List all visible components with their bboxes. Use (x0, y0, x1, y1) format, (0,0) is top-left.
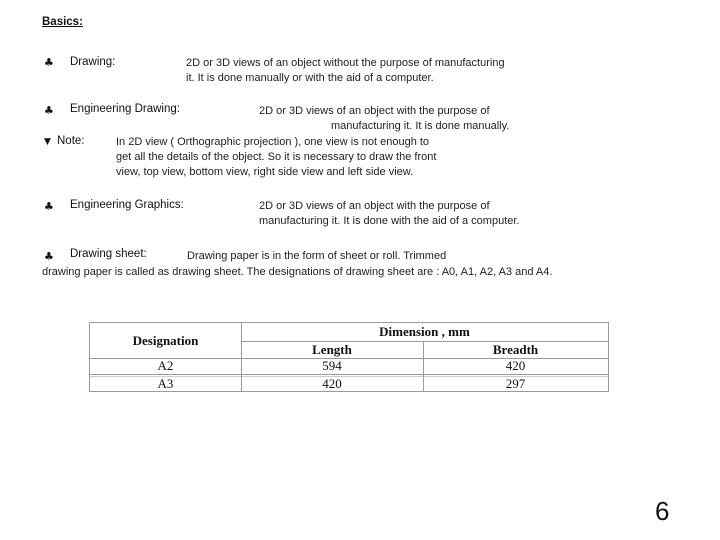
desc-engineering-graphics-line1: 2D or 3D views of an object with the purpose of (259, 200, 490, 212)
table-cell-length: 594 (322, 358, 342, 373)
desc-drawing-line1: 2D or 3D views of an object without the purpose of manufacturing (186, 57, 505, 69)
table-cell-designation: A3 (157, 375, 174, 391)
note-line3: view, top view, bottom view, right side view and left side view. (116, 166, 414, 178)
table-cell-length: 420 (322, 375, 342, 391)
term-engineering-drawing: Engineering Drawing: (70, 103, 180, 115)
note-line2: get all the details of the object. So it is necessary to draw the front (116, 151, 437, 163)
desc-engineering-drawing-line2: manufacturing it. It is done manually. (331, 120, 510, 132)
term-engineering-graphics: Engineering Graphics: (70, 199, 184, 211)
club-bullet-icon: ♣ (44, 250, 54, 263)
term-drawing: Drawing: (70, 56, 116, 68)
table-cell-designation: A2 (157, 358, 174, 373)
desc-drawing-line2: it. It is done manually or with the aid of a computer. (186, 72, 434, 84)
table-header-length: Length (312, 341, 352, 357)
table-header-breadth: Breadth (492, 341, 539, 357)
note-line1: In 2D view ( Orthographic projection ), one view is not enough to (116, 136, 430, 148)
page-number: 6 (655, 496, 670, 526)
desc-engineering-drawing-line1: 2D or 3D views of an object with the purpose of (259, 105, 490, 117)
table-header-designation: Designation (132, 332, 199, 348)
club-bullet-icon: ♣ (44, 104, 54, 117)
table-cell-breadth: 420 (505, 358, 526, 373)
sheet-size-table (89, 322, 609, 392)
desc-engineering-graphics-line2: manufacturing it. It is done with the aid of a computer. (259, 215, 520, 227)
table-header-dimension: Dimension , mm (379, 324, 470, 339)
term-note: Note: (57, 135, 85, 147)
triangle-bullet-icon: ▼ (44, 137, 51, 147)
table-cell-breadth: 297 (505, 375, 526, 391)
section-heading: Basics: (42, 16, 83, 28)
desc-drawing-sheet-line1: Drawing paper is in the form of sheet or roll. Trimmed (187, 250, 447, 262)
club-bullet-icon: ♣ (44, 56, 54, 69)
desc-drawing-sheet-line2: drawing paper is called as drawing sheet. The designations of drawing sheet are : A0, A1, A2, A3 and A4. (42, 266, 553, 278)
term-drawing-sheet: Drawing sheet: (70, 248, 147, 260)
club-bullet-icon: ♣ (44, 200, 54, 213)
